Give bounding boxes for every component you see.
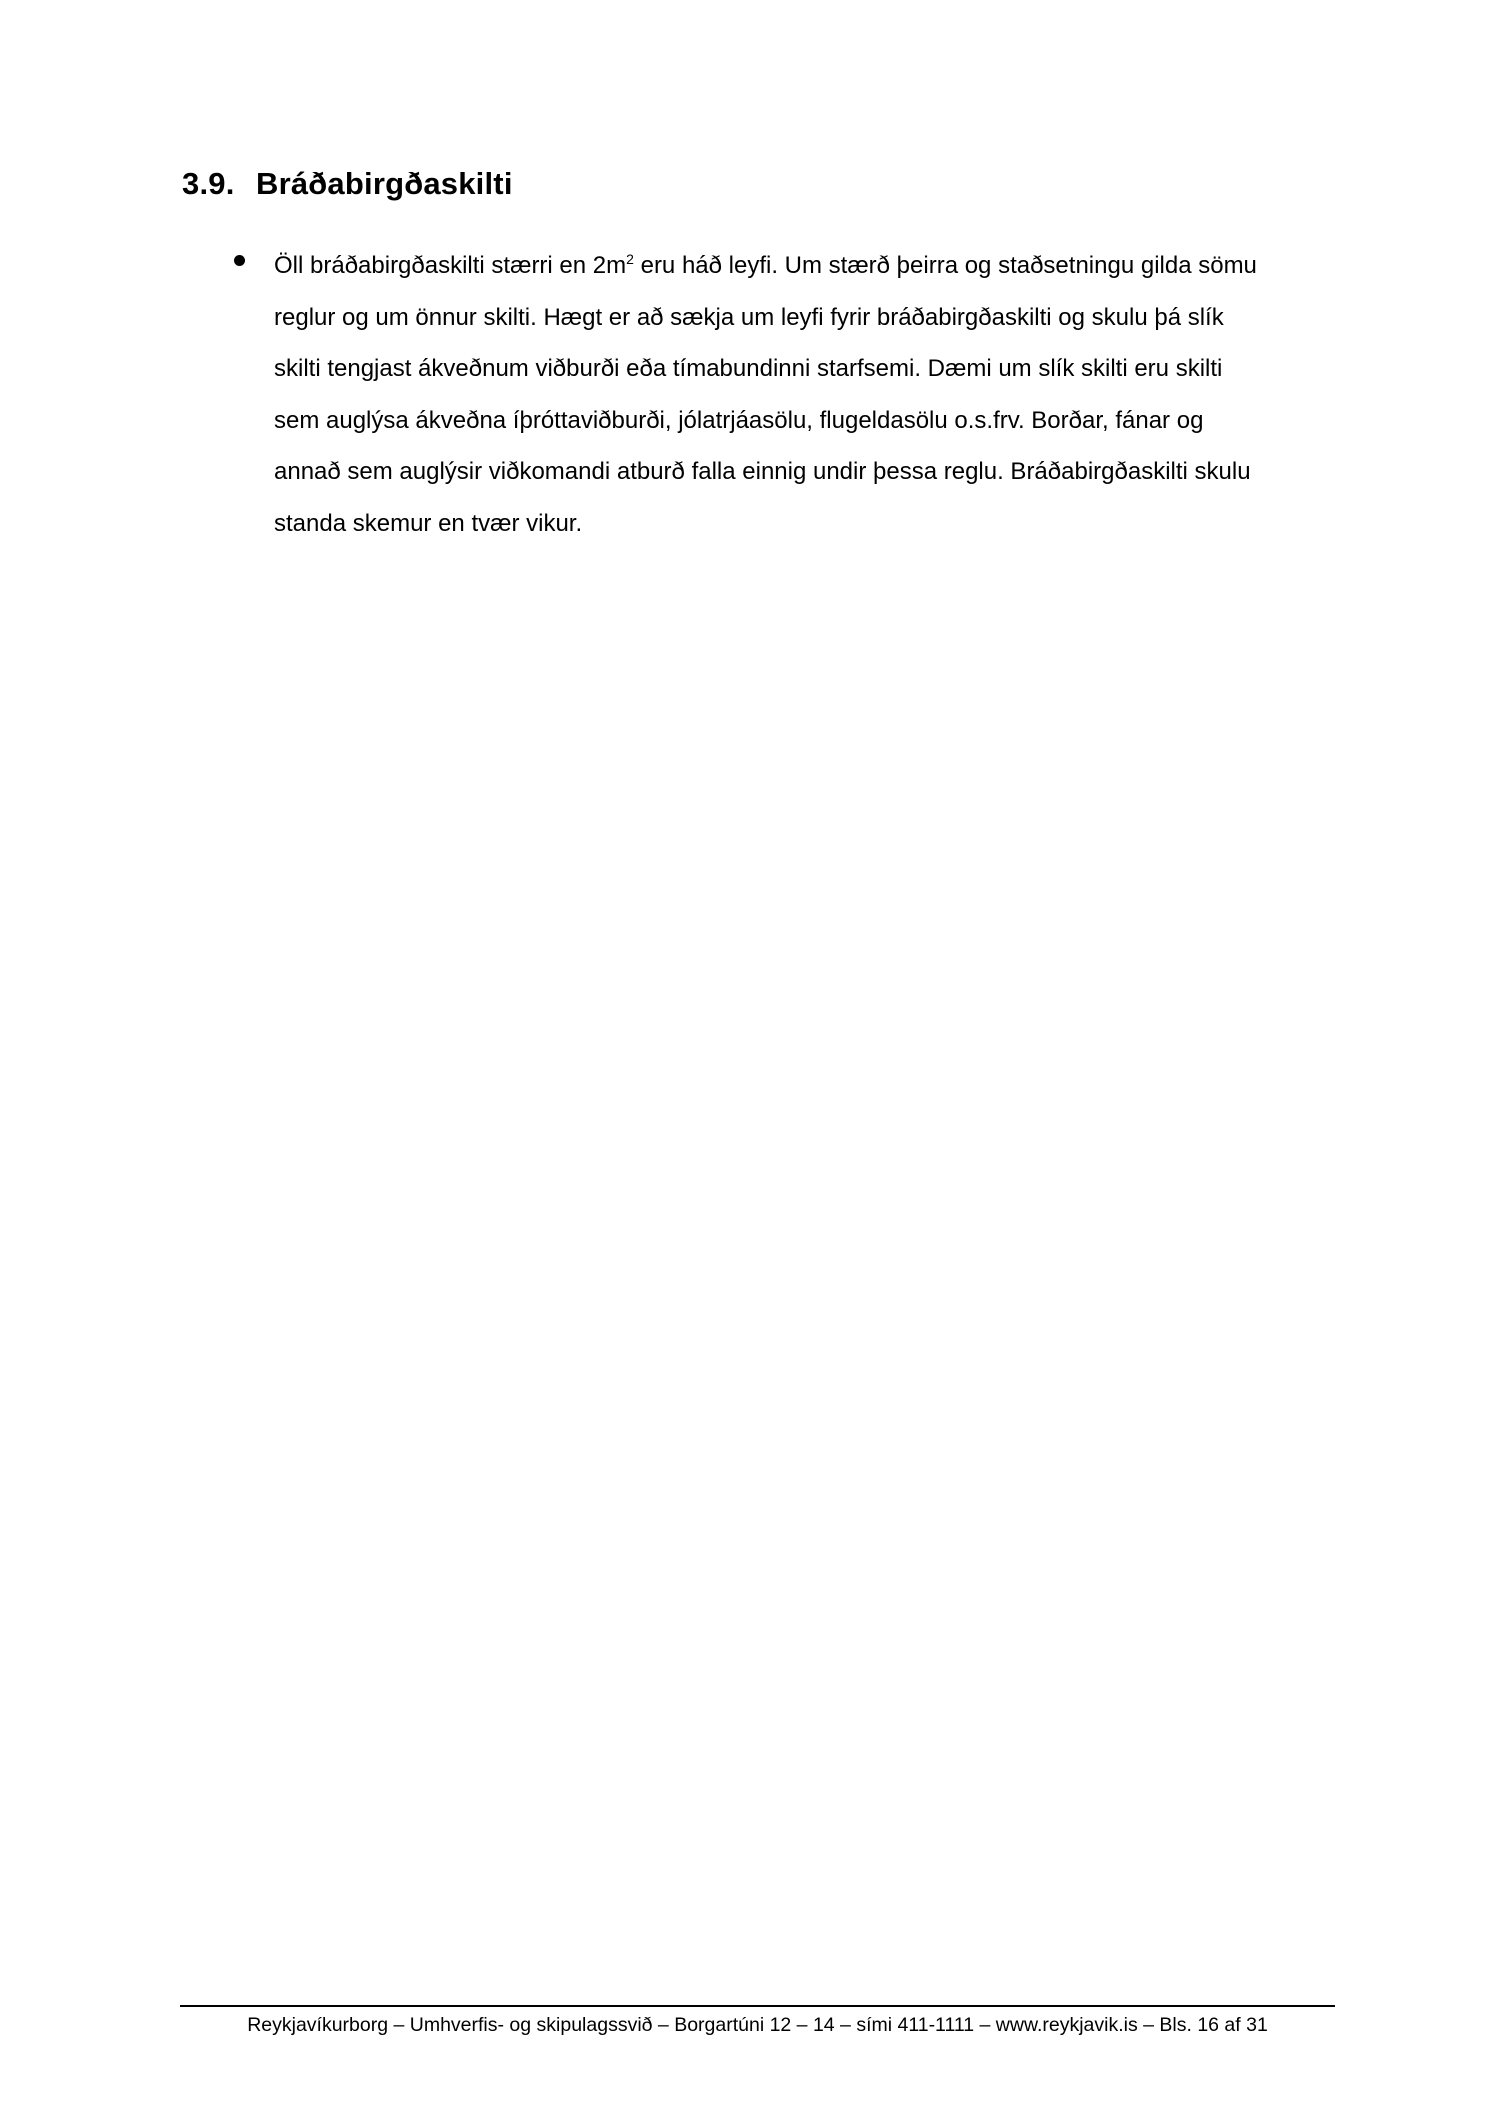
section-number: 3.9. — [182, 166, 235, 201]
paragraph-line: sem auglýsa ákveðna íþróttaviðburði, jólatrjáasölu, flugeldasölu o.s.frv. Borðar, fánar og — [274, 406, 1204, 434]
paragraph-line — [274, 240, 1342, 292]
footer-divider — [180, 2005, 1335, 2007]
paragraph-line: reglur og um önnur skilti. Hægt er að sækja um leyfi fyrir bráðabirgðaskilti og skulu þá slík — [274, 303, 1224, 331]
bullet-icon — [234, 255, 245, 266]
paragraph-line: annað sem auglýsir viðkomandi atburð falla einnig undir þessa reglu. Bráðabirgðaskilti skulu — [274, 458, 1251, 485]
bullet-list — [182, 240, 1342, 549]
footer-text: Reykjavíkurborg – Umhverfis- og skipulagssvið – Borgartúni 12 – 14 – sími 411-1111 – www.reykjavik.is – Bls. 16 af 31 — [247, 2014, 1268, 2036]
superscript: 2 — [626, 251, 634, 267]
line-text-before-superscript: Öll bráðabirgðaskilti stærri en 2m — [274, 252, 627, 279]
section-title: Bráðabirgðaskilti — [256, 166, 513, 201]
line-text-after-superscript: eru háð leyfi. Um stærð þeirra og staðsetningu gilda sömu — [633, 252, 1257, 279]
paragraph-line: skilti tengjast ákveðnum viðburði eða tímabundinni starfsemi. Dæmi um slík skilti eru skilti — [274, 355, 1223, 382]
section-heading — [182, 164, 513, 204]
list-item — [182, 240, 1342, 549]
paragraph-line: standa skemur en tvær vikur. — [274, 509, 583, 537]
